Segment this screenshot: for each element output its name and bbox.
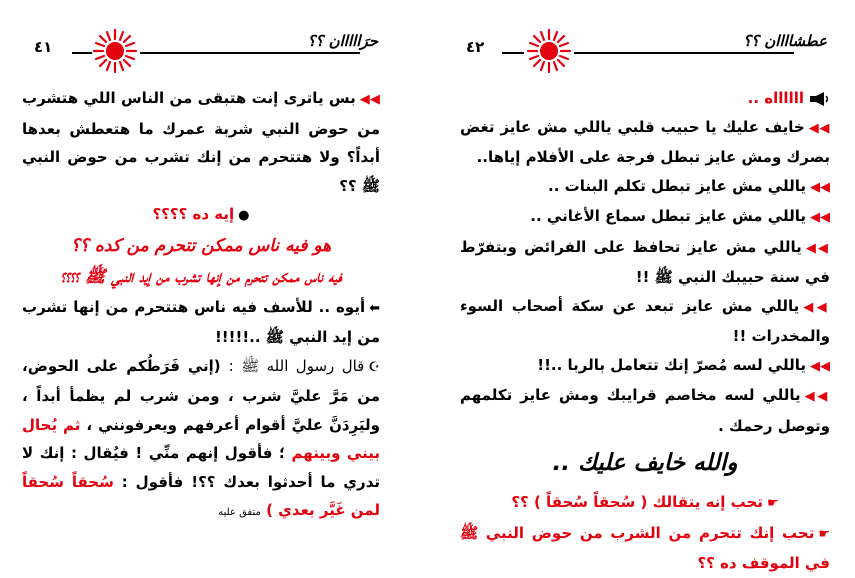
paragraph-question: ◀◀بس ياترى إنت هتبقى من الناس اللي هتشرب من حوض النبي شربة عمرك ما هتعطش بعدها أبداً؟ ولا هتتحرم من إنك تشرب من حوض النبي ﷺ ؟؟ xyxy=(22,89,381,195)
double-arrow-marker-icon: ◀◀ xyxy=(359,92,381,107)
right-page xyxy=(430,0,855,572)
arrow-icon: ⬅ xyxy=(369,300,380,316)
intro-line: ااااااه .. xyxy=(460,84,830,113)
double-arrow-marker-icon: ◀◀ xyxy=(810,210,830,225)
hadith-source: متفق عليه xyxy=(218,507,261,518)
sun-icon xyxy=(526,28,572,74)
list-item: ◀◀ياللي مش عايز تبطل تكلم البنات .. xyxy=(548,176,830,195)
pointing-hand-icon: ☛ xyxy=(818,526,830,542)
double-arrow-marker-icon: ◀◀ xyxy=(805,240,830,256)
page-header xyxy=(0,28,418,72)
double-arrow-marker-icon: ◀◀ xyxy=(803,299,830,315)
right-page-body xyxy=(460,84,830,578)
list-item: ◀◀خايف عليك يا حبيب قلبي ياللي مش عايز تغض بصرك ومش عايز تبطل فرجة على الأفلام إياها.. xyxy=(460,117,831,166)
page-number: ٤٢ xyxy=(466,38,485,56)
double-arrow-marker-icon: ◀◀ xyxy=(810,358,830,374)
hadith: ☪قال رسول الله ﷺ : (إني فَرَطُكم على الحوض، من مَرَّ عليَّ شرب ، ومن شرب لم يظمأ أبداً ، وليَرِدَنَّ عليَّ أقوام أعرفهم ويعرفونني ، ثم يُحال بيني وبينهم ؛ فأقول إنهم منِّي ! فيُقال : إنك لا تدري ما أحدثوا بعدك ؟؟! فأقول : سُحقاً سُحقاً لمن غَيَّر بعدي ) متفق عليه xyxy=(22,356,381,519)
double-arrow-marker-icon: ◀◀ xyxy=(808,120,831,136)
left-page-body xyxy=(22,84,380,528)
list-item: ◀◀ياللي مش عايز تبطل سماع الأغاني .. xyxy=(530,207,830,225)
header-rule xyxy=(574,52,794,54)
megaphone-icon xyxy=(808,91,830,107)
sun-icon xyxy=(92,28,138,74)
question-hand: فيه ناس ممكن تتحرم من إنها تشرب من إيد النبي ﷺ ؟؟؟؟ xyxy=(60,266,342,287)
double-arrow-marker-icon: ◀◀ xyxy=(810,179,830,195)
list-item: ◀◀ياللي مش عايز تبعد عن سكة أصحاب السوء والمخدرات !! xyxy=(460,296,830,345)
page-header xyxy=(430,28,855,72)
list-item: ◀◀ياللي لسه مخاصم قرايبك ومش عايز تكلمهم وتوصل رحمك . xyxy=(460,386,830,435)
running-title: حرَااااان ؟؟ xyxy=(307,32,378,50)
red-question: ☛تحب إنه يتقالك ( سُحقاً سُحقاً ) ؟؟ xyxy=(511,493,779,511)
head-icon: ● xyxy=(238,208,250,223)
double-arrow-marker-icon: ◀◀ xyxy=(804,389,830,404)
left-page xyxy=(0,0,418,553)
header-rule xyxy=(140,52,360,54)
paragraph-answer: ⬅أيوه .. للأسف فيه ناس هتتحرم من إنها تشرب من إيد النبي ﷺ ..!!!!! xyxy=(22,297,380,346)
page-number: ٤١ xyxy=(34,38,53,56)
list-item: ◀◀ياللي مش عايز تحافظ على الفرائض وبتفرّط في سنة حبيبك النبي ﷺ !! xyxy=(460,237,830,286)
header-rule-short xyxy=(72,52,92,54)
header-rule-short xyxy=(502,52,524,54)
question-what: ●إيه ده ؟؟؟؟ xyxy=(152,205,250,223)
crescent-icon: ☪ xyxy=(368,359,381,375)
section-heading: والله خايف عليك .. xyxy=(552,450,738,476)
red-question: ☛تحب إنك تتحرم من الشرب من حوض النبي ﷺ في الموقف ده ؟؟ xyxy=(460,523,830,572)
question-deprived: هو فيه ناس ممكن تتحرم من كده ؟؟ xyxy=(70,235,332,256)
pointing-hand-icon: ☛ xyxy=(766,496,779,511)
running-title: عطشاااان ؟؟ xyxy=(743,32,827,50)
list-item: ◀◀ياللي لسه مُصرّ إنك تتعامل بالربا ..!! xyxy=(537,355,830,374)
